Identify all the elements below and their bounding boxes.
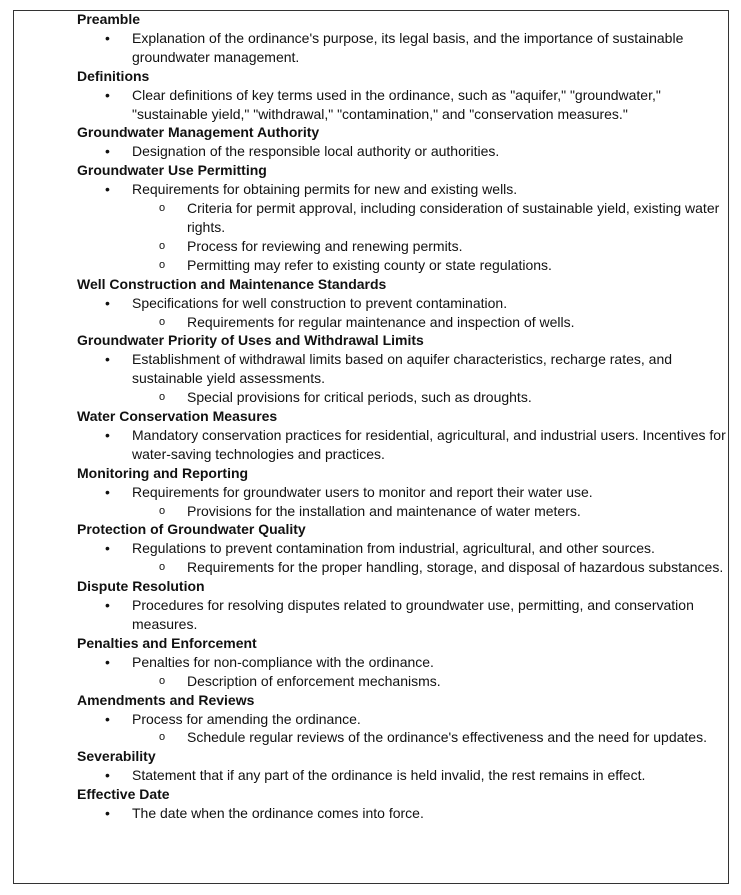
section-heading: Well Construction and Maintenance Standards bbox=[77, 275, 387, 292]
bullet-text: Penalties for non-compliance with the ordinance. bbox=[132, 653, 434, 670]
section-heading: Severability bbox=[77, 748, 156, 765]
sub-bullet-item bbox=[77, 728, 727, 747]
section-heading: Penalties and Enforcement bbox=[77, 634, 257, 651]
bullet-text: Requirements for groundwater users to monitor and report their water use. bbox=[132, 483, 593, 500]
hollow-circle-bullet-icon: o bbox=[159, 674, 166, 687]
bullet-item bbox=[77, 483, 727, 502]
ordinance-outline bbox=[77, 10, 727, 823]
bullet-text: Description of enforcement mechanisms. bbox=[187, 672, 441, 689]
bullet-text: Statement that if any part of the ordinance is held invalid, the rest remains in effect. bbox=[132, 767, 646, 784]
section-heading: Amendments and Reviews bbox=[77, 691, 255, 708]
bullet-text: Requirements for the proper handling, storage, and disposal of hazardous substances. bbox=[187, 559, 724, 576]
sub-bullet-item bbox=[77, 313, 727, 332]
bullet-item bbox=[77, 426, 727, 464]
bullet-item bbox=[77, 86, 727, 124]
section-heading: Preamble bbox=[77, 11, 141, 27]
sub-bullet-item bbox=[77, 237, 727, 256]
bullet-text: Clear definitions of key terms used in the ordinance, such as "aquifer," "groundwater," "sustainable yield," "withdrawal," "contamination," and "conservation measures." bbox=[132, 86, 661, 122]
filled-bullet-icon: • bbox=[105, 294, 110, 311]
bullet-item bbox=[77, 710, 727, 729]
sub-bullet-item bbox=[77, 672, 727, 691]
section-heading: Water Conservation Measures bbox=[77, 408, 278, 425]
bullet-item bbox=[77, 653, 727, 672]
bullet-item bbox=[77, 596, 727, 634]
section-heading: Groundwater Priority of Uses and Withdrawal Limits bbox=[77, 332, 424, 349]
bullet-text: Provisions for the installation and maintenance of water meters. bbox=[187, 502, 581, 519]
bullet-text: Process for reviewing and renewing permits. bbox=[187, 237, 463, 254]
bullet-item bbox=[77, 142, 727, 161]
section-heading: Monitoring and Reporting bbox=[77, 464, 249, 481]
filled-bullet-icon: • bbox=[105, 597, 110, 614]
filled-bullet-icon: • bbox=[105, 426, 110, 443]
bullet-text: Procedures for resolving disputes related to groundwater use, permitting, and conservation measures. bbox=[132, 597, 694, 632]
section-heading: Effective Date bbox=[77, 786, 170, 803]
bullet-text: Permitting may refer to existing county or state regulations. bbox=[187, 256, 552, 273]
bullet-text: The date when the ordinance comes into force. bbox=[132, 805, 424, 822]
bullet-item bbox=[77, 766, 727, 785]
hollow-circle-bullet-icon: o bbox=[159, 391, 166, 404]
sub-bullet-item bbox=[77, 502, 727, 521]
bullet-text: Designation of the responsible local authority or authorities. bbox=[132, 143, 500, 160]
hollow-circle-bullet-icon: o bbox=[159, 258, 166, 271]
hollow-circle-bullet-icon: o bbox=[159, 239, 166, 252]
filled-bullet-icon: • bbox=[105, 29, 110, 46]
sub-bullet-item bbox=[77, 558, 727, 577]
hollow-circle-bullet-icon: o bbox=[159, 202, 166, 215]
filled-bullet-icon: • bbox=[105, 767, 110, 784]
filled-bullet-icon: • bbox=[105, 143, 110, 160]
bullet-text: Process for amending the ordinance. bbox=[132, 710, 361, 727]
bullet-text: Schedule regular reviews of the ordinance's effectiveness and the need for updates. bbox=[187, 729, 707, 746]
bullet-text: Criteria for permit approval, including consideration of sustainable yield, existing water rights. bbox=[187, 200, 720, 235]
bullet-item bbox=[77, 350, 727, 388]
filled-bullet-icon: • bbox=[105, 653, 110, 670]
hollow-circle-bullet-icon: o bbox=[159, 315, 166, 328]
bullet-text: Special provisions for critical periods, such as droughts. bbox=[187, 389, 532, 406]
hollow-circle-bullet-icon: o bbox=[159, 504, 166, 517]
filled-bullet-icon: • bbox=[105, 86, 110, 103]
filled-bullet-icon: • bbox=[105, 805, 110, 822]
bullet-text: Requirements for regular maintenance and inspection of wells. bbox=[187, 313, 575, 330]
bullet-text: Regulations to prevent contamination from industrial, agricultural, and other sources. bbox=[132, 540, 655, 557]
section-heading: Protection of Groundwater Quality bbox=[77, 521, 306, 538]
filled-bullet-icon: • bbox=[105, 710, 110, 727]
section-heading: Definitions bbox=[77, 67, 150, 84]
filled-bullet-icon: • bbox=[105, 540, 110, 557]
filled-bullet-icon: • bbox=[105, 181, 110, 198]
section-heading: Groundwater Use Permitting bbox=[77, 162, 267, 179]
sub-bullet-item bbox=[77, 256, 727, 275]
bullet-text: Mandatory conservation practices for residential, agricultural, and industrial users. Incentives for water-saving technologies and practices. bbox=[132, 426, 726, 462]
section-heading: Groundwater Management Authority bbox=[77, 124, 320, 141]
hollow-circle-bullet-icon: o bbox=[159, 731, 166, 744]
bullet-text: Explanation of the ordinance's purpose, its legal basis, and the importance of sustainable groundwater management. bbox=[132, 29, 684, 65]
bullet-text: Establishment of withdrawal limits based on aquifer characteristics, recharge rates, and sustainable yield assessments. bbox=[132, 351, 673, 387]
bullet-item bbox=[77, 29, 727, 67]
filled-bullet-icon: • bbox=[105, 351, 110, 368]
bullet-item bbox=[77, 180, 727, 199]
bullet-item bbox=[77, 539, 727, 558]
hollow-circle-bullet-icon: o bbox=[159, 561, 166, 574]
bullet-item bbox=[77, 294, 727, 313]
bullet-text: Specifications for well construction to prevent contamination. bbox=[132, 294, 508, 311]
sub-bullet-item bbox=[77, 388, 727, 407]
bullet-item bbox=[77, 804, 727, 823]
section-heading: Dispute Resolution bbox=[77, 578, 205, 595]
bullet-text: Requirements for obtaining permits for new and existing wells. bbox=[132, 181, 518, 198]
filled-bullet-icon: • bbox=[105, 483, 110, 500]
sub-bullet-item bbox=[77, 199, 727, 237]
